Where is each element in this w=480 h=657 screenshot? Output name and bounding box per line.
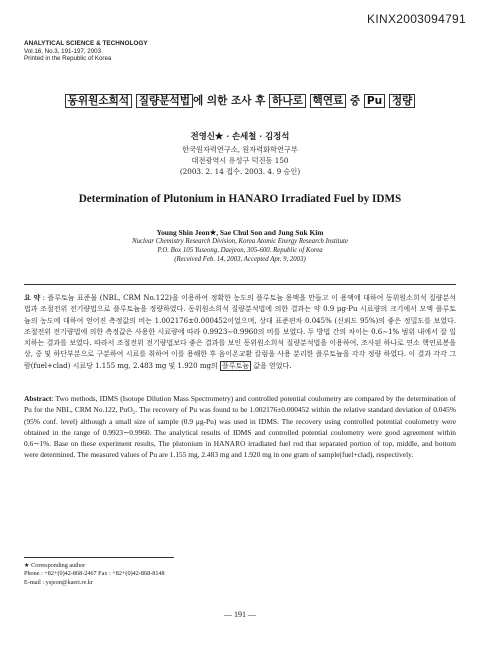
title-highlight-3: 하나로 <box>269 94 306 108</box>
title-highlight-2: 질량분석법 <box>136 94 193 108</box>
english-affiliation-line: P.O. Box 105 Yuseong, Daejeon, 305-600. Republic of Korea <box>157 246 323 254</box>
korean-affiliation-line: 대전광역시 유성구 덕진동 150 <box>191 156 289 165</box>
korean-title <box>0 93 480 108</box>
journal-header <box>24 40 148 63</box>
korean-affiliation-line: 한국원자력연구소, 원자력화학연구부 <box>182 145 298 154</box>
document-id: KINX2003094791 <box>367 12 466 26</box>
english-abstract-text: : Two methods, IDMS (Isotope Dilution Mass Spectrometry) and controlled potential coulometry are compared by the determination of Pu for the NBL, CRM No.122, PuO₂. The recovery of Pu was found to be 1.002176±0.000452 within the relative standard deviation of 0.045% (95% conf. level) although a small size of sample (0.9 μg-Pu) was used in IDMS. The recovery using controlled potential coulometry were obtained in the range of 0.9923∼0.9960. The analytical results of IDMS and controlled potential coulometry were good agreement within 0.6∼1%. Base on these experiment results, The plutonium in HANARO irradiated fuel rod that separated portion of top, middle, and bottom were determined. The measured values of Pu are 1.155 mg, 2.483 mg and 1.920 mg in one gram of sample(fuel+clad), respectively. <box>24 394 456 460</box>
title-text-2: 중 <box>349 95 361 107</box>
footnote-phone: Phone : +82+(0)42-868-2467 Fax : +82+(0)42-868-8148 <box>24 570 165 578</box>
english-affiliation-line: (Received Feb. 14, 2003, Accepted Apr. 9, 2003) <box>174 255 306 263</box>
english-abstract-label: Abstract <box>24 394 52 403</box>
korean-authors: 전영신★ · 손세철 · 김정석 <box>190 131 290 141</box>
footnote <box>24 562 165 587</box>
english-affiliation <box>0 238 480 264</box>
korean-abstract-label: 요 약 <box>24 293 41 302</box>
abstract-top-rule <box>24 284 456 285</box>
title-highlight-1: 동위원소희석 <box>65 94 132 108</box>
title-highlight-5: Pu <box>364 94 385 108</box>
korean-affiliation <box>0 144 480 177</box>
english-authors: Young Shin Jeon★, Sae Chul Son and Jung Suk Kim <box>156 228 324 237</box>
footnote-corresponding: ★ Corresponding author <box>24 562 86 569</box>
footnote-rule <box>24 557 174 558</box>
journal-name: ANALYTICAL SCIENCE & TECHNOLOGY <box>24 40 148 47</box>
english-title: Determination of Plutonium in HANARO Irradiated Fuel by IDMS <box>78 193 402 205</box>
title-highlight-4: 핵연료 <box>310 94 347 108</box>
korean-affiliation-line: (2003. 2. 14 접수. 2003. 4. 9 승인) <box>179 167 301 176</box>
korean-abstract-text-end: 값을 얻었다. <box>253 361 292 370</box>
english-affiliation-line: Nuclear Chemistry Research Division, Korea Atomic Energy Research Institute <box>132 238 348 245</box>
title-highlight-6: 정량 <box>389 94 415 108</box>
journal-printed: Printed in the Republic of Korea <box>24 55 112 63</box>
english-abstract <box>24 393 456 461</box>
korean-abstract <box>24 292 456 372</box>
page-number: — 191 — <box>224 610 256 619</box>
journal-volume: Vol.16, No.3, 191-197, 2003 <box>24 47 102 55</box>
title-text-1: 에 의한 조사 후 <box>192 95 266 107</box>
korean-abstract-text: : 플루토늄 표준물 (NBL, CRM No.122)을 이용하여 정확한 농도의 플루토늄 용액을 만들고 이 용액에 대하여 동위원소희석 질량분석법과 조절전위 전기량법으로 플루토늄을 정량하였다. 동위원소희석 질량분석법에 의한 결과는 약 0.9 μg-Pu 시료량의 크기에서 모액 플루토늄의 농도에 대하여 얻어진 측정값의 비는 1.002176±0.000452이었으며, 상대 표준편차 0.045% (신뢰도 95%)의 좋은 정밀도를 보였다. 조절전위 전기량법에 의한 측정값은 사용한 시료량에 따라 0.9923∼0.9960의 비를 보였다. 두 방법 간의 차이는 0.6∼1% 범위 내에서 잘 일치하는 결과를 보였다. 따라서 조절전위 전기량법보다 좋은 결과를 보인 동위원소희석 질량분석법을 이용하여, 조사된 하나로 연소 핵연료봉을 상, 중 및 하단부분으로 구분하여 시료를 취하여 이를 용해한 후 음이온교환 칼럼을 사용 분리한 플루토늄을 각각 정량 하였다. 이 결과 각각 그람(fuel+clad) 시료당 1.155 mg, 2.483 mg 및 1.920 mg의 <box>24 294 456 370</box>
korean-abstract-highlight: 플루토늄 <box>221 361 249 370</box>
footnote-email: E-mail : ysjeon@kaeri.re.kr <box>24 578 93 586</box>
